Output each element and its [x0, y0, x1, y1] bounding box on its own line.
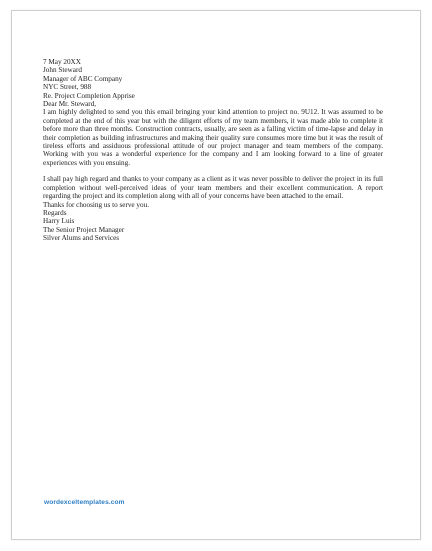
- thanks-line: Thanks for choosing us to serve you.: [43, 200, 149, 209]
- signer-name: Harry Luis: [43, 217, 75, 226]
- recipient-title: Manager of ABC Company: [43, 74, 123, 83]
- recipient-address: NYC Street, 988: [43, 83, 92, 92]
- signer-title: The Senior Project Manager: [43, 225, 125, 234]
- recipient-block: [43, 58, 383, 92]
- letter-date: 7 May 20XX: [43, 58, 81, 66]
- salutation: Dear Mr. Steward,: [43, 100, 97, 109]
- site-watermark: wordexceltemplates.com: [44, 499, 125, 506]
- company-name: Silver Alums and Services: [43, 234, 120, 243]
- recipient-name: John Steward: [43, 66, 82, 75]
- subject-line: Re. Project Completion Apprise: [43, 91, 135, 100]
- letter-body: [43, 58, 383, 243]
- body-paragraph-2: I shall pay high regard and thanks to your company as a client as it was never possible to deliver the project in its full completion without well-perceived ideas of your team members and their excellent communication. A report regarding the project and its completion along with all of your concerns have been attached to the email.: [43, 175, 383, 201]
- closing: Regards: [43, 208, 67, 217]
- body-paragraph-1: I am highly delighted to send you this email bringing your kind attention to project no. 9U12. It was assumed to be completed at the end of this year but with the diligent efforts of my team members, it was made able to complete it before more than three months. Construction contracts, usually, are seen as a falling victim of time-lapse and delay in their completion as building infrastructures and making their quality sure consumes more time but it was the result of tireless efforts and assiduous professional attitude of our project manager and team members of the company. Working with you was a wonderful experience for the company and I am looking forward to a line of greater experiences with you ensuing.: [43, 108, 383, 167]
